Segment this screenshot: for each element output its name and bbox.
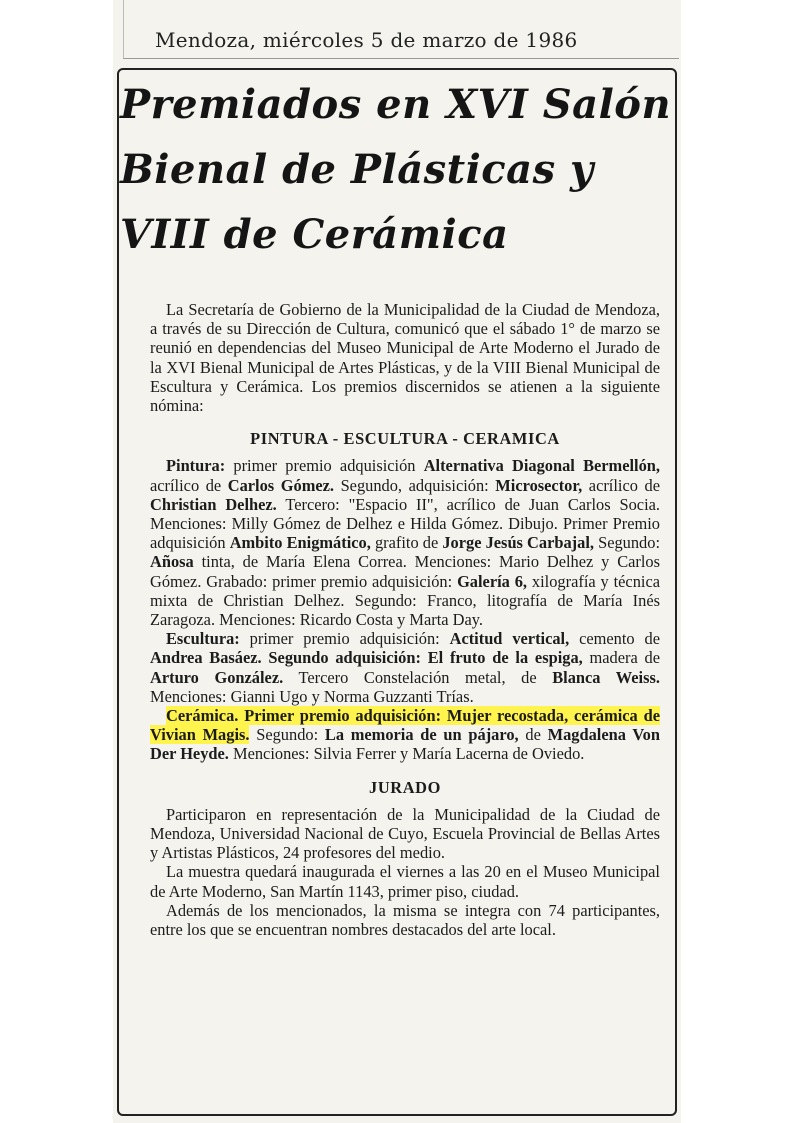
pintura-title: Galería 6, xyxy=(457,571,528,591)
headline-line-1: Premiados en XVI Salón xyxy=(120,81,672,128)
pintura-text: xilografía y técnica mixta de Christian Delhez. Segundo: Franco, litografía de María Inés Zaragoza. Menciones: Ricardo Costa y Marta Day. xyxy=(150,571,661,630)
pintura-title: Añosa xyxy=(150,552,194,572)
exhibition-paragraph: La muestra quedará inaugurada el viernes a las 20 en el Museo Municipal de Arte Moderno, San Martín 1143, primer piso, ciudad. xyxy=(150,862,660,901)
section-heading-jury: JURADO xyxy=(369,777,441,797)
pintura-title: Microsector, xyxy=(495,475,583,495)
intro-paragraph: La Secretaría de Gobierno de la Municipalidad de la Ciudad de Mendoza, a través de su Dirección de Cultura, comunicó que el sábado 1° de marzo se reunió en dependencias del Museo Municipal de Arte Moderno el Jurado de la XVI Bienal Municipal de Artes Plásticas, y de la VIII Bienal Municipal de Escultura y Cerámica. Los premios discernidos se atienen a la siguiente nómina: xyxy=(150,300,660,416)
pintura-title: Ambito Enigmático, xyxy=(229,533,371,553)
escultura-title: Segundo adquisición: El fruto de la espiga, xyxy=(268,648,583,668)
pintura-text: Segundo, adquisición: xyxy=(334,475,496,495)
pintura-text: primer premio adquisición xyxy=(225,456,424,476)
pintura-text: acrílico de xyxy=(150,475,228,495)
escultura-text: primer premio adquisición: xyxy=(239,629,450,649)
ceramica-first-prize-highlighted: Primer premio adquisición: Mujer recostada, cerámica de Vivian Magis. xyxy=(150,706,660,745)
escultura-artist: Andrea Basáez. xyxy=(150,648,262,668)
headline-line-3: VIII de Cerámica xyxy=(120,211,509,258)
participants-paragraph: Además de los mencionados, la misma se integra con 74 participantes, entre los que se encuentran nombres destacados del arte local. xyxy=(150,900,660,940)
pintura-text: grafito de xyxy=(370,533,443,553)
pintura-artist: Christian Delhez. xyxy=(150,494,277,514)
ceramica-text: Segundo: xyxy=(249,725,325,745)
escultura-text: cemento de xyxy=(569,629,660,649)
escultura-artist: Arturo González. xyxy=(150,667,284,687)
pintura-artist: Jorge Jesús Carbajal, xyxy=(442,533,594,553)
escultura-text: Menciones: Gianni Ugo y Norma Guzzanti Trías. xyxy=(150,686,474,706)
ceramica-title: La memoria de un pájaro, xyxy=(324,725,519,745)
pintura-paragraph xyxy=(150,456,660,629)
pintura-label: Pintura: xyxy=(166,456,226,476)
headline-line-2: Bienal de Plásticas y xyxy=(120,146,594,193)
jury-paragraph: Participaron en representación de la Municipalidad de la Ciudad de Mendoza, Universidad Nacional de Cuyo, Escuela Provincial de Bellas Artes y Artistas Plásticos, 24 profesores del medio. xyxy=(150,804,660,863)
escultura-paragraph xyxy=(150,629,660,706)
escultura-label: Escultura: xyxy=(166,629,240,649)
escultura-title: Actitud vertical, xyxy=(449,629,570,649)
headline xyxy=(120,72,670,267)
ceramica-text: de xyxy=(518,725,548,745)
ceramica-artist: Magdalena Von Der Heyde. xyxy=(150,725,660,764)
section-heading-awards: PINTURA - ESCULTURA - CERAMICA xyxy=(250,429,560,449)
article-body xyxy=(150,300,660,939)
dateline: Mendoza, miércoles 5 de marzo de 1986 xyxy=(155,28,578,52)
ceramica-label: Cerámica. xyxy=(166,706,239,726)
escultura-text: madera de xyxy=(582,648,660,668)
pintura-text: Segundo: xyxy=(593,533,660,553)
escultura-artist: Blanca Weiss. xyxy=(552,667,660,687)
pintura-title: Alternativa Diagonal Bermellón, xyxy=(423,456,660,476)
pintura-text: acrílico de xyxy=(582,475,660,495)
ceramica-text: Menciones: Silvia Ferrer y María Lacerna de Oviedo. xyxy=(228,744,585,764)
ceramica-paragraph xyxy=(150,706,660,764)
pintura-artist: Carlos Gómez. xyxy=(227,475,334,495)
pintura-text: Tercero: "Espacio II", acrílico de Juan Carlos Socia. Menciones: Milly Gómez de Delhez e Hilda Gómez. Dibujo. Primer Premio adquisición xyxy=(150,494,660,553)
escultura-text: Tercero Constelación metal, de xyxy=(283,667,553,687)
pintura-text: tinta, de María Elena Correa. Menciones: Mario Delhez y Carlos Gómez. Grabado: primer premio adquisición: xyxy=(150,552,660,591)
